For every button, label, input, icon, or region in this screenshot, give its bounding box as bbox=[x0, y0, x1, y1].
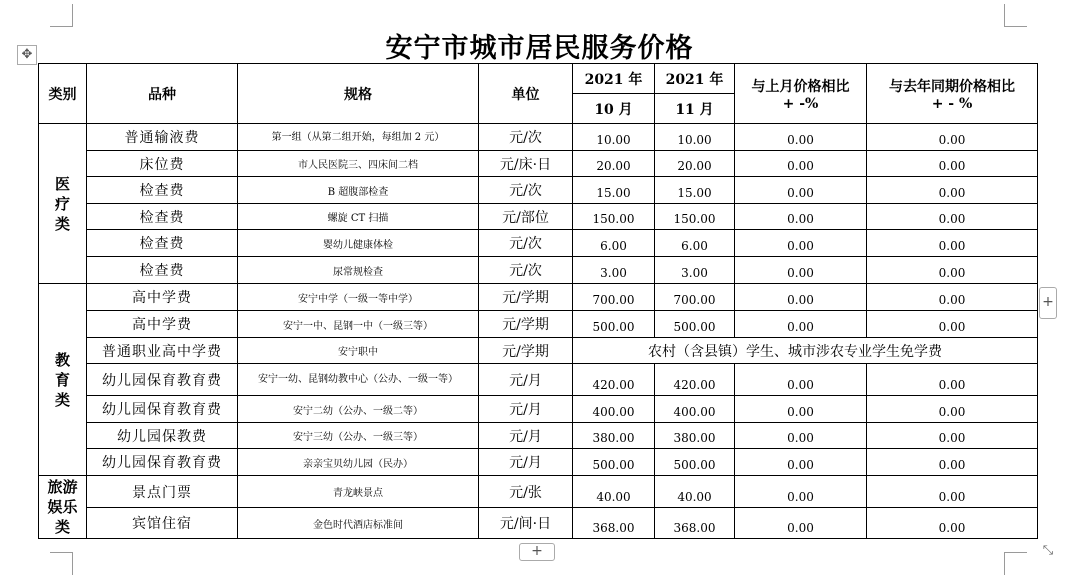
page-corner-mark bbox=[50, 552, 73, 575]
table-row bbox=[39, 508, 1038, 539]
yoy-change-cell: 0.00 bbox=[867, 311, 1038, 338]
kind-cell: 宾馆住宿 bbox=[87, 508, 238, 539]
kind-cell: 检查费 bbox=[87, 177, 238, 204]
table-row bbox=[39, 204, 1038, 230]
mom-change-cell: 0.00 bbox=[735, 284, 867, 311]
price-oct-cell: 20.00 bbox=[573, 151, 655, 177]
price-nov-cell: 500.00 bbox=[655, 449, 735, 476]
price-oct-cell: 500.00 bbox=[573, 311, 655, 338]
table-row bbox=[39, 124, 1038, 151]
mom-change-cell: 0.00 bbox=[735, 449, 867, 476]
yoy-change-cell: 0.00 bbox=[867, 476, 1038, 508]
unit-cell: 元/部位 bbox=[479, 204, 573, 230]
spec-cell: 青龙峡景点 bbox=[238, 476, 479, 508]
category-medical: 医 疗 类 bbox=[39, 124, 87, 284]
table-row bbox=[39, 338, 1038, 364]
price-oct-cell: 6.00 bbox=[573, 230, 655, 257]
price-nov-cell: 20.00 bbox=[655, 151, 735, 177]
header-month-nov: 11 月 bbox=[655, 94, 735, 124]
unit-cell: 元/学期 bbox=[479, 338, 573, 364]
table-row bbox=[39, 311, 1038, 338]
table-row bbox=[39, 476, 1038, 508]
price-nov-cell: 700.00 bbox=[655, 284, 735, 311]
table-row bbox=[39, 257, 1038, 284]
yoy-change-cell: 0.00 bbox=[867, 449, 1038, 476]
spec-cell: 安宁一中、昆钢一中（一级三等） bbox=[238, 311, 479, 338]
kind-cell: 普通输液费 bbox=[87, 124, 238, 151]
spec-cell: 螺旋 CT 扫描 bbox=[238, 204, 479, 230]
price-nov-cell: 500.00 bbox=[655, 311, 735, 338]
price-oct-cell: 3.00 bbox=[573, 257, 655, 284]
yoy-change-cell: 0.00 bbox=[867, 364, 1038, 396]
yoy-change-cell: 0.00 bbox=[867, 151, 1038, 177]
table-row bbox=[39, 449, 1038, 476]
mom-change-cell: 0.00 bbox=[735, 396, 867, 423]
spec-cell: 亲亲宝贝幼儿园（民办） bbox=[238, 449, 479, 476]
table-row bbox=[39, 284, 1038, 311]
mom-change-cell: 0.00 bbox=[735, 508, 867, 539]
header-mom: 与上月价格相比 + -% bbox=[735, 64, 867, 124]
document-title: 安宁市城市居民服务价格 bbox=[385, 33, 694, 64]
price-oct-cell: 700.00 bbox=[573, 284, 655, 311]
unit-cell: 元/学期 bbox=[479, 311, 573, 338]
category-tourism: 旅游 娱乐 类 bbox=[39, 476, 87, 539]
unit-cell: 元/月 bbox=[479, 423, 573, 449]
price-nov-cell: 150.00 bbox=[655, 204, 735, 230]
yoy-change-cell: 0.00 bbox=[867, 508, 1038, 539]
yoy-change-cell: 0.00 bbox=[867, 284, 1038, 311]
header-row bbox=[39, 64, 1038, 94]
table-row bbox=[39, 177, 1038, 204]
price-oct-cell: 15.00 bbox=[573, 177, 655, 204]
unit-cell: 元/次 bbox=[479, 124, 573, 151]
price-oct-cell: 10.00 bbox=[573, 124, 655, 151]
header-year-oct: 2021 年 bbox=[573, 64, 655, 94]
spec-cell: 安宁一幼、昆钢幼教中心（公办、一级一等） bbox=[238, 364, 479, 396]
price-nov-cell: 400.00 bbox=[655, 396, 735, 423]
yoy-change-cell: 0.00 bbox=[867, 423, 1038, 449]
table-row bbox=[39, 230, 1038, 257]
unit-cell: 元/次 bbox=[479, 177, 573, 204]
price-oct-cell: 40.00 bbox=[573, 476, 655, 508]
mom-change-cell: 0.00 bbox=[735, 177, 867, 204]
price-nov-cell: 368.00 bbox=[655, 508, 735, 539]
price-nov-cell: 40.00 bbox=[655, 476, 735, 508]
price-oct-cell: 150.00 bbox=[573, 204, 655, 230]
kind-cell: 高中学费 bbox=[87, 311, 238, 338]
header-month-oct: 10 月 bbox=[573, 94, 655, 124]
spec-cell: 第一组（从第二组开始，每组加 2 元） bbox=[238, 124, 479, 151]
spec-cell: 市人民医院三、四床间二档 bbox=[238, 151, 479, 177]
mom-change-cell: 0.00 bbox=[735, 423, 867, 449]
spec-cell: 安宁中学（一级一等中学） bbox=[238, 284, 479, 311]
kind-cell: 高中学费 bbox=[87, 284, 238, 311]
kind-cell: 检查费 bbox=[87, 257, 238, 284]
category-education: 教 育 类 bbox=[39, 284, 87, 476]
unit-cell: 元/间·日 bbox=[479, 508, 573, 539]
table-row bbox=[39, 423, 1038, 449]
spec-cell: 安宁二幼（公办、一级二等） bbox=[238, 396, 479, 423]
price-nov-cell: 10.00 bbox=[655, 124, 735, 151]
table-row bbox=[39, 396, 1038, 423]
mom-change-cell: 0.00 bbox=[735, 364, 867, 396]
yoy-change-cell: 0.00 bbox=[867, 396, 1038, 423]
page-corner-mark bbox=[1004, 552, 1027, 575]
price-oct-cell: 420.00 bbox=[573, 364, 655, 396]
kind-cell: 检查费 bbox=[87, 204, 238, 230]
mom-change-cell: 0.00 bbox=[735, 311, 867, 338]
header-kind: 品种 bbox=[87, 64, 238, 124]
header-yoy: 与去年同期价格相比 + - % bbox=[867, 64, 1038, 124]
price-nov-cell: 380.00 bbox=[655, 423, 735, 449]
spec-cell: 安宁三幼（公办、一级三等） bbox=[238, 423, 479, 449]
unit-cell: 元/月 bbox=[479, 396, 573, 423]
kind-cell: 幼儿园保育教育费 bbox=[87, 364, 238, 396]
table-row bbox=[39, 151, 1038, 177]
price-oct-cell: 368.00 bbox=[573, 508, 655, 539]
kind-cell: 幼儿园保育教育费 bbox=[87, 396, 238, 423]
price-nov-cell: 15.00 bbox=[655, 177, 735, 204]
spec-cell: 婴幼儿健康体检 bbox=[238, 230, 479, 257]
price-table bbox=[38, 63, 1038, 539]
unit-cell: 元/月 bbox=[479, 449, 573, 476]
yoy-change-cell: 0.00 bbox=[867, 257, 1038, 284]
kind-cell: 检查费 bbox=[87, 230, 238, 257]
price-nov-cell: 420.00 bbox=[655, 364, 735, 396]
note-cell: 农村（含县镇）学生、城市涉农专业学生免学费 bbox=[573, 338, 1038, 364]
unit-cell: 元/学期 bbox=[479, 284, 573, 311]
yoy-change-cell: 0.00 bbox=[867, 177, 1038, 204]
header-unit: 单位 bbox=[479, 64, 573, 124]
add-row-button[interactable]: + bbox=[519, 543, 555, 561]
unit-cell: 元/次 bbox=[479, 257, 573, 284]
mom-change-cell: 0.00 bbox=[735, 230, 867, 257]
spec-cell: 金色时代酒店标准间 bbox=[238, 508, 479, 539]
spec-cell: 安宁职中 bbox=[238, 338, 479, 364]
mom-change-cell: 0.00 bbox=[735, 124, 867, 151]
unit-cell: 元/月 bbox=[479, 364, 573, 396]
price-oct-cell: 380.00 bbox=[573, 423, 655, 449]
price-nov-cell: 3.00 bbox=[655, 257, 735, 284]
table-body bbox=[39, 124, 1038, 539]
mom-change-cell: 0.00 bbox=[735, 151, 867, 177]
table-move-handle-icon[interactable]: ✥ bbox=[17, 45, 37, 65]
price-nov-cell: 6.00 bbox=[655, 230, 735, 257]
header-category: 类别 bbox=[39, 64, 87, 124]
table-resize-handle-icon[interactable]: ⤡ bbox=[1042, 543, 1054, 558]
header-spec: 规格 bbox=[238, 64, 479, 124]
kind-cell: 幼儿园保教费 bbox=[87, 423, 238, 449]
price-oct-cell: 500.00 bbox=[573, 449, 655, 476]
mom-change-cell: 0.00 bbox=[735, 257, 867, 284]
page-corner-mark bbox=[1004, 4, 1027, 27]
table-row bbox=[39, 364, 1038, 396]
kind-cell: 幼儿园保育教育费 bbox=[87, 449, 238, 476]
kind-cell: 普通职业高中学费 bbox=[87, 338, 238, 364]
yoy-change-cell: 0.00 bbox=[867, 124, 1038, 151]
page-corner-mark bbox=[50, 4, 73, 27]
kind-cell: 床位费 bbox=[87, 151, 238, 177]
spec-cell: B 超腹部检查 bbox=[238, 177, 479, 204]
yoy-change-cell: 0.00 bbox=[867, 204, 1038, 230]
add-column-button[interactable]: + bbox=[1039, 287, 1057, 319]
kind-cell: 景点门票 bbox=[87, 476, 238, 508]
spec-cell: 尿常规检查 bbox=[238, 257, 479, 284]
price-oct-cell: 400.00 bbox=[573, 396, 655, 423]
unit-cell: 元/次 bbox=[479, 230, 573, 257]
mom-change-cell: 0.00 bbox=[735, 476, 867, 508]
unit-cell: 元/床·日 bbox=[479, 151, 573, 177]
mom-change-cell: 0.00 bbox=[735, 204, 867, 230]
yoy-change-cell: 0.00 bbox=[867, 230, 1038, 257]
header-year-nov: 2021 年 bbox=[655, 64, 735, 94]
unit-cell: 元/张 bbox=[479, 476, 573, 508]
